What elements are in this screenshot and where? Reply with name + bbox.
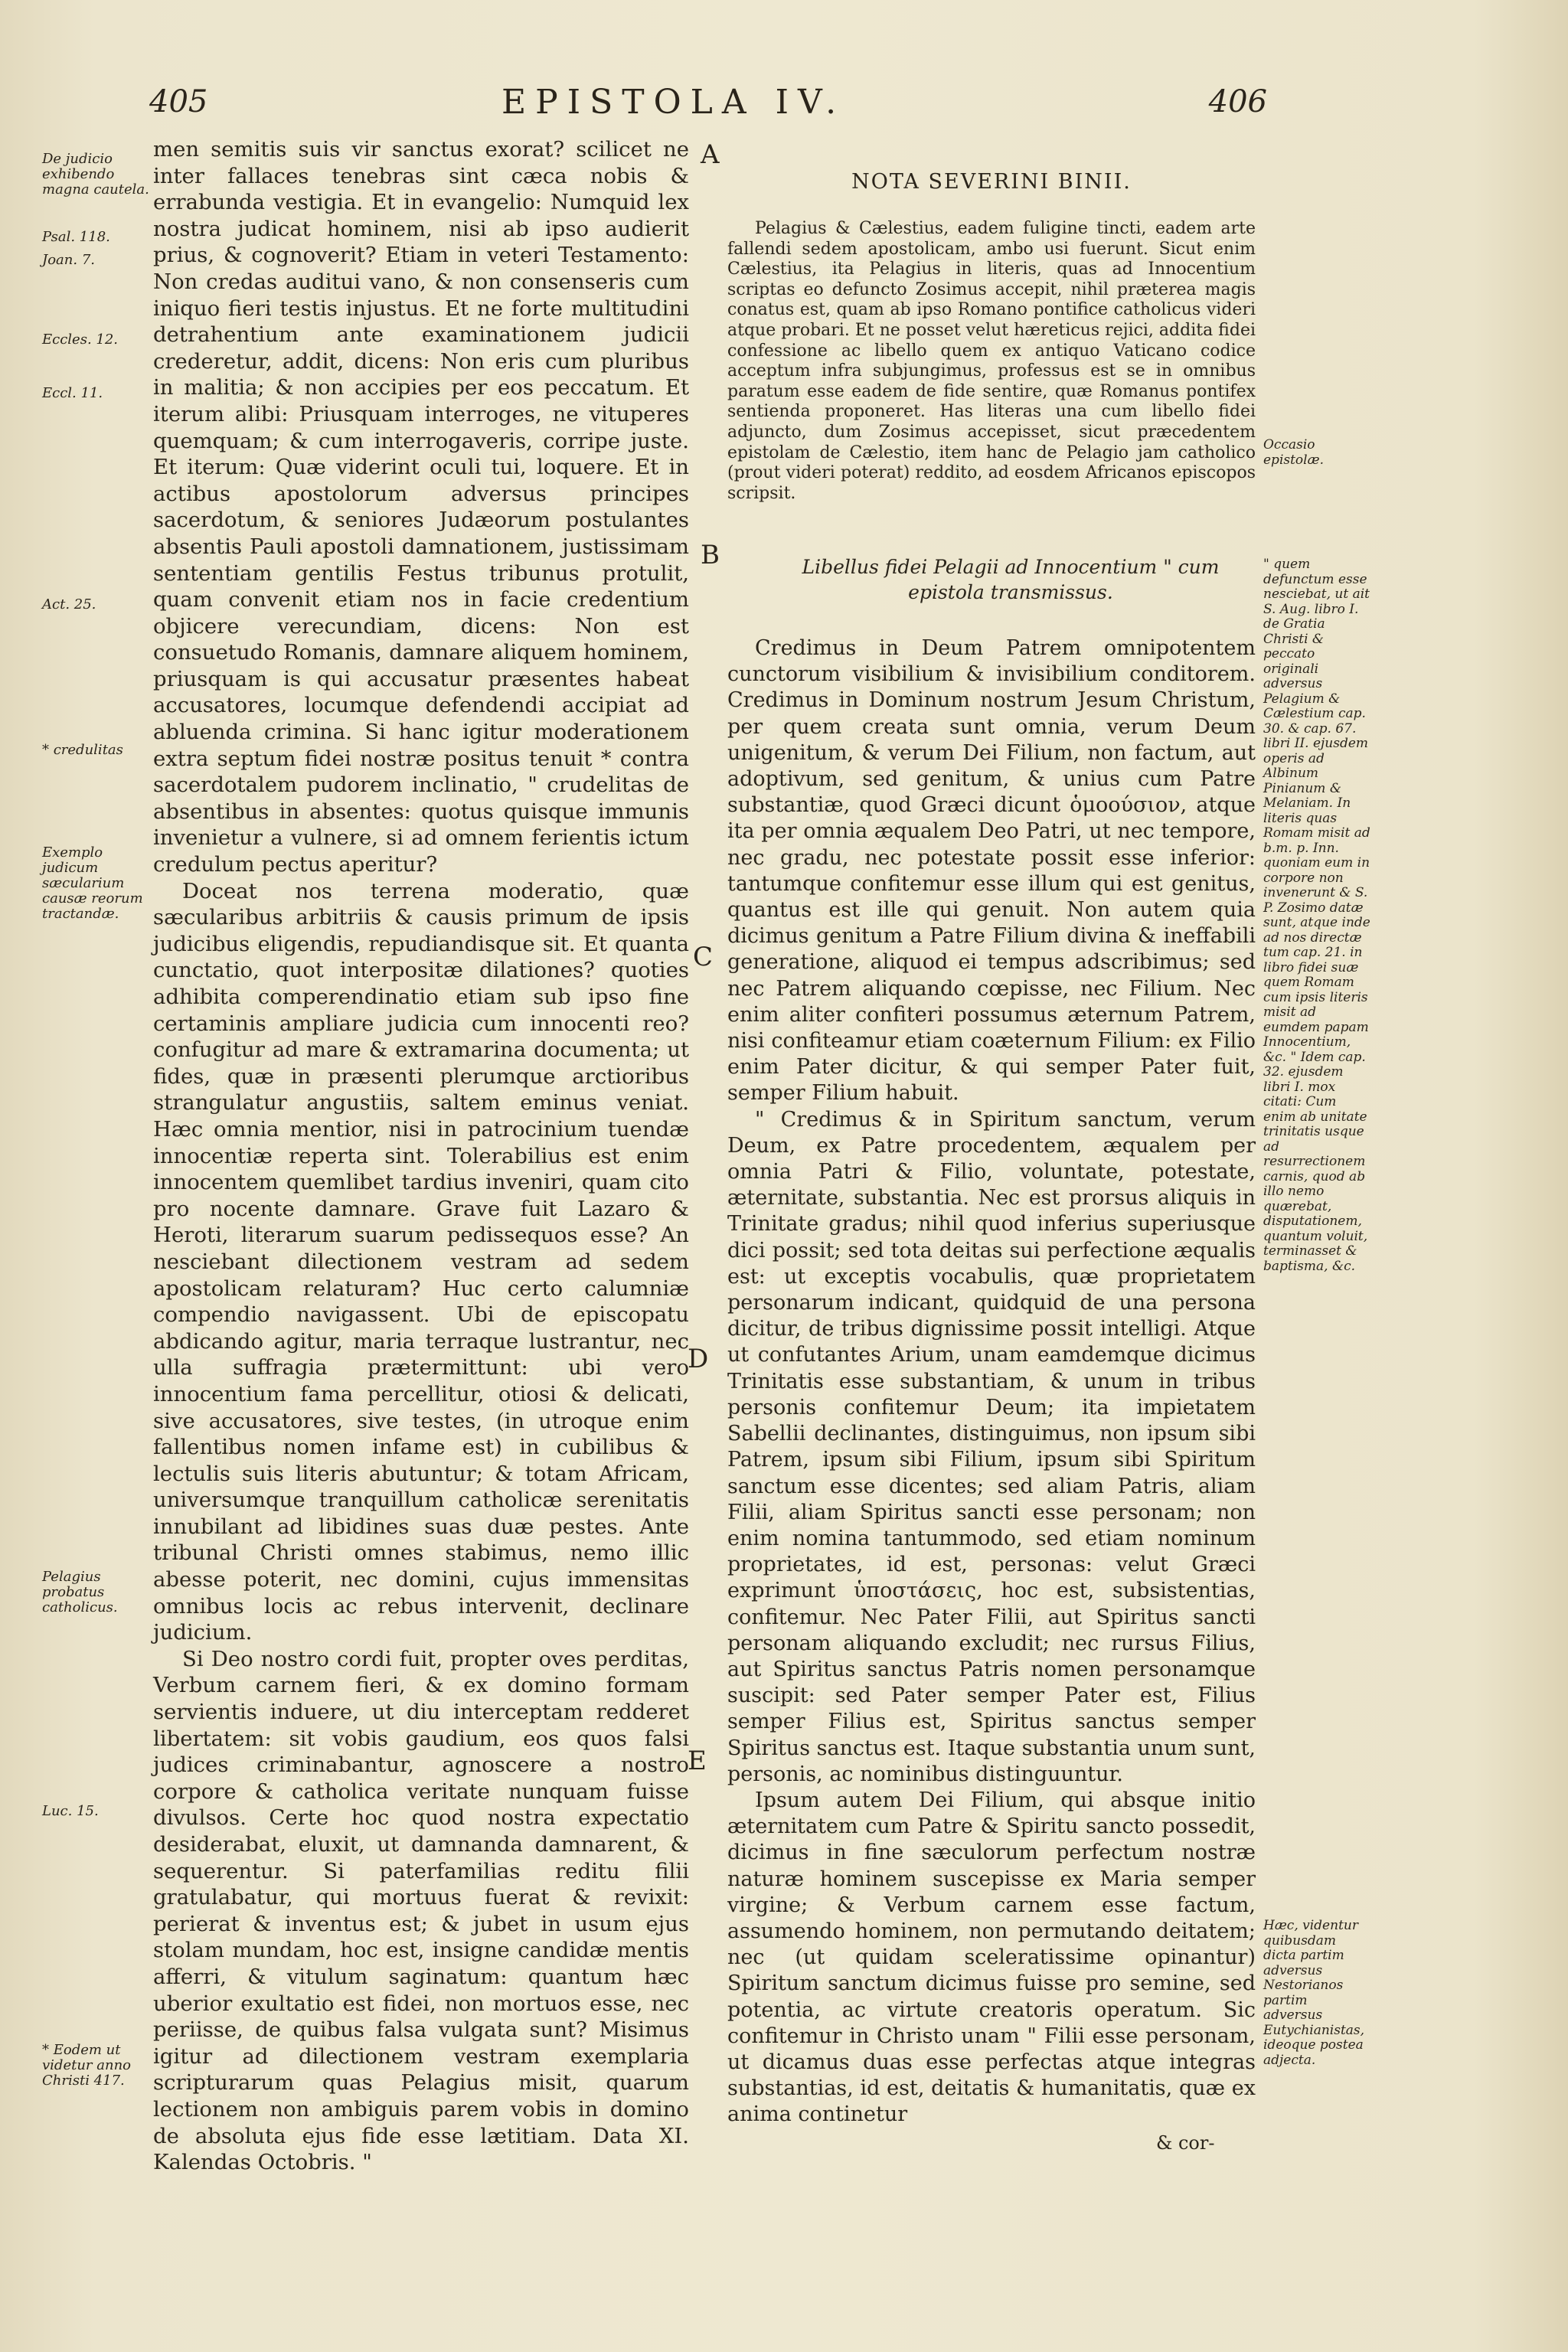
margin-note-left: Eccl. 11. — [42, 385, 103, 401]
margin-note-right: Occasio epistolæ. — [1263, 437, 1324, 468]
margin-note-left: Joan. 7. — [42, 252, 95, 268]
paragraph: Doceat nos terrena moderatio, quæ sæcularibus arbitriis & causis primum de ipsis judicibus eligendis, repudiandisque sit. Et quanta cunctatio, quot interpositæ dilationes? quoties adhibita comperendinatio etiam sub ipso fine certaminis ampliare judicia cum innocenti reo? confugitur ad mare & extramarina documenta; ut fides, quæ in præsenti plerumque arctioribus strangulatur angustiis, saltem eminus veniat. Hæc omnia mentior, nisi in patrocinium tuendæ innocentiæ reperta sint. Tolerabilius est enim innocentem quemlibet tardius inveniri, quam cito pro nocente damnare. Grave fuit Lazaro & Heroti, literarum suarum pedissequos esse? An nesciebant dilectionem vestram ad sedem apostolicam relaturam? Huc certo calumniæ compendio navigassent. Ubi de episcopatu abdicando agitur, maria terraque lustrantur, nec ulla suffragia prætermittunt: ubi vero innocentium fama percellitur, otiosi & delicati, sive accusatores, sive testes, (in utroque enim fallentibus nomen infame est) in cubilibus & lectulis suis literis abutuntur; & totam Africam, universumque tranquillum catholicæ serenitatis innubilant ad libidines suas duæ pestes. Ante tribunal Christi omnes stabimus, nemo illic abesse poterit, nec domini, cujus immensitas omnibus locis ac rebus intervenit, declinare judicium. — [153, 878, 689, 1645]
section-letter: C — [693, 942, 714, 972]
margin-note-left: Exemplo judicum sæcularium causæ reorum tractandæ. — [42, 844, 143, 922]
paragraph: men semitis suis vir sanctus exorat? scilicet ne inter fallaces tenebras sint cæca nobis & errabunda vestigia. Et in evangelio: Numquid lex nostra judicat hominem, nisi ab ipso audierit prius, & cognoverit? Etiam in veteri Testamento: Non credas auditui vano, & non consenseris cum iniquo fieri testis injustus. Et ne forte multitudini detrahentium ante examinationem judicii crederetur, addit, dicens: Non eris cum pluribus in malitia; & non accipies per eos peccatum. Et iterum alibi: Priusquam interroges, ne vituperes quemquam; & cum interrogaveris, corripe juste. Et iterum: Quæ viderint oculi tui, loquere. Et in actibus apostolorum adversus principes sacerdotum, & seniores Judæorum postulantes absentis Pauli apostoli damnationem, justissimam sententiam gentilis Festus tribunus protulit, quam convenit etiam nos in facie credentium objicere verecundiam, dicens: Non est consuetudo Romanis, damnare aliquem hominem, priusquam is qui accusatur præsentes habeat accusatores, locumque defendendi accipiat ad abluenda crimina. Si hanc igitur moderationem extra septum fidei nostræ positus tenuit * contra sacerdotalem pudorem inclinatio, " crudelitas de absentibus in absentes: quotus quisque immunis invenietur a vulnere, si ad omnem ferientis ictum credulum pectus aperitur? — [153, 137, 689, 877]
margin-note-left: * Eodem ut videtur anno Christi 417. — [42, 2042, 132, 2089]
margin-note-left: Psal. 118. — [42, 229, 110, 245]
page-number-left: 405 — [149, 84, 208, 119]
margin-note-left: Pelagius probatus catholicus. — [42, 1569, 118, 1615]
section-letter: E — [688, 1746, 707, 1776]
margin-note-left: * credulitas — [42, 742, 123, 758]
margin-note-left: Act. 25. — [42, 596, 96, 612]
margin-note-left: Eccles. 12. — [42, 332, 119, 348]
libellus-heading: Libellus fidei Pelagii ad Innocentium " cum epistola transmissus. — [802, 556, 1220, 603]
section-letter: B — [701, 540, 720, 570]
left-column-text — [153, 136, 689, 2176]
catchword: & cor- — [1156, 2132, 1215, 2154]
page-number-right: 406 — [1208, 84, 1267, 119]
paragraph: Pelagius & Cælestius, eadem fuligine tincti, eadem arte fallendi sedem apostolicam, ambo usi fuerunt. Sicut enim Cælestius, ita Pelagius in literis, quas ad Innocentium scriptas eo defuncto Zosimus accepit, nihil præterea magis conatus est, quam ab ipso Romano pontifice catholicus videri atque probari. Et ne posset velut hæreticus rejici, addita fidei confessione ac libello quem ex antiquo Vaticano codice acceptum infra subjungimus, professus est se in omnibus paratum esse eadem de fide sentire, quæ Romanus pontifex sentienda proponeret. Has literas una cum libello fidei adjuncto, dum Zosimus accepisset, sicut præcedentem epistolam de Cælestio, item hanc de Pelagio jam catholico (prout videri poterat) reddito, ad eosdem Africanos episcopos scripsit. — [727, 219, 1256, 503]
page-header — [149, 84, 1267, 138]
margin-note-right: Hæc, videntur quibusdam dicta partim adversus Nestorianos partim adversus Eutychianistas, ideoque postea adjecta. — [1263, 1918, 1365, 2068]
nota-text — [727, 219, 1256, 504]
credo-text — [727, 635, 1256, 2128]
margin-note-left: De judicio exhibendo magna cautela. — [42, 151, 149, 198]
paragraph: Credimus in Deum Patrem omnipotentem cunctorum visibilium & invisibilium conditorem. Credimus in Dominum nostrum Jesum Christum, per quem creata sunt omnia, verum Deum unigenitum, & verum Dei Filium, non factum, aut adoptivum, sed genitum, & unius cum Patre substantiæ, quod Græci dicunt ὁμοούσιον, atque ita per omnia æqualem Deo Patri, ut nec tempore, nec gradu, nec potestate possit esse inferior: tantumque confitemur esse illum qui est genitus, quantus est ille qui genuit. Non autem quia dicimus genitum a Patre Filium divina & ineffabili generatione, aliquod ei tempus adscribimus; sed nec Patrem aliquando cœpisse, nec Filium. Nec enim aliter confiteri possumus æternum Patrem, nisi confiteamur etiam coæternum Filium: ex Filio enim Pater dicitur, & qui semper Pater fuit, semper Filium habuit. — [727, 636, 1256, 1106]
running-title: EPISTOLA IV. — [501, 83, 846, 122]
paragraph: Si Deo nostro cordi fuit, propter oves perditas, Verbum carnem fieri, & ex domino formam servientis induere, ut diu interceptam redderet libertatem: sit vobis gaudium, eos quos falsi judices criminabantur, agnoscere a nostro corpore & catholica veritate nunquam fuisse divulsos. Certe hoc quod nostra expectatio desiderabat, eluxit, ut damnanda damnarent, & sequerentur. Si paterfamilias reditu filii gratulabatur, qui mortuus fuerat & revixit: perierat & inventus est; & jubet in usum ejus stolam mundam, hoc est, insigne candidæ mentis afferri, & vitulum saginatum: quantum hæc uberior exultatio est fidei, non mortuos esse, nec periisse, de quibus falsa vulgata sunt? Misimus igitur ad dilectionem vestram exemplaria scripturarum quas Pelagius misit, quarum lectionem non ambiguis parem vobis in domino de absoluta ejus fide esse lætitiam. Data XI. Kalendas Octobris. " — [153, 1646, 689, 2175]
margin-note-right: " quem defunctum esse nesciebat, ut ait S. Aug. libro I. de Gratia Christi & peccato originali adversus Pelagium & Cælestium cap. 30. & cap. 67. libri II. ejusdem operis ad Albinum Pinianum & Melaniam. In literis quas Romam misit ad b.m. p. Inn. quoniam eum in corpore non invenerunt & S. P. Zosimo datæ sunt, atque inde ad nos directæ tum cap. 21. in libro fidei suæ quem Romam cum ipsis literis misit ad eumdem papam Innocentium, &c. " Idem cap. 32. ejusdem libri I. mox citati: Cum enim ab unitate trinitatis usque ad resurrectionem carnis, quod ab illo nemo quærebat, disputationem, quantum voluit, terminasset & baptisma, &c. — [1263, 557, 1370, 1274]
paragraph: Ipsum autem Dei Filium, qui absque initio æternitatem cum Patre & Spiritu sancto possedit, dicimus in fine sæculorum perfectum nostræ naturæ hominem suscepisse ex Maria semper virgine; & Verbum carnem esse factum, assumendo hominem, non permutando deitatem; nec (ut quidam sceleratissime opinantur) Spiritum sanctum dicimus fuisse pro semine, sed potentia, ac virtute creatoris operatum. Sic confitemur in Christo unam " Filii esse personam, ut dicamus duas esse perfectas atque integras substantias, id est, deitatis & humanitatis, quæ ex anima continetur — [727, 1788, 1256, 2127]
section-letter: D — [688, 1344, 709, 1374]
section-letter: A — [701, 139, 720, 170]
paragraph: " Credimus & in Spiritum sanctum, verum Deum, ex Patre procedentem, æqualem per omnia Patri & Filio, voluntate, potestate, æternitate, substantia. Nec est prorsus aliquis in Trinitate gradus; nihil quod inferius superiusque dici possit; sed tota deitas sui perfectione æqualis est: ut exceptis vocabulis, quæ proprietatem personarum indicant, quidquid de una persona dicitur, de tribus dignissime possit intelligi. Atque ut confutantes Arium, unam eamdemque dicimus Trinitatis esse substantiam, & unum in tribus personis confitemur Deum; ita impietatem Sabellii declinantes, distinguimus, non ipsum sibi Patrem, ipsum sibi Filium, ipsum sibi Spiritum sanctum esse dicentes; sed aliam Patris, aliam Filii, aliam Spiritus sancti esse personam; non enim nomina tantummodo, sed etiam nominum proprietates, id est, personas: velut Græci exprimunt ὑποστάσεις, hoc est, subsistentias, confitemur. Nec Pater Filii, aut Spiritus sancti personam aliquando excludit; nec rursus Filius, aut Spiritus sanctus Patris nomen personamque suscipit: sed Pater semper Pater est, Filius semper Filius est, Spiritus sanctus semper Spiritus sanctus est. Itaque substantia unum sunt, personis, ac nominibus distinguuntur. — [727, 1107, 1256, 1786]
margin-note-left: Luc. 15. — [42, 1803, 99, 1819]
nota-heading: NOTA SEVERINI BINII. — [851, 170, 1132, 194]
